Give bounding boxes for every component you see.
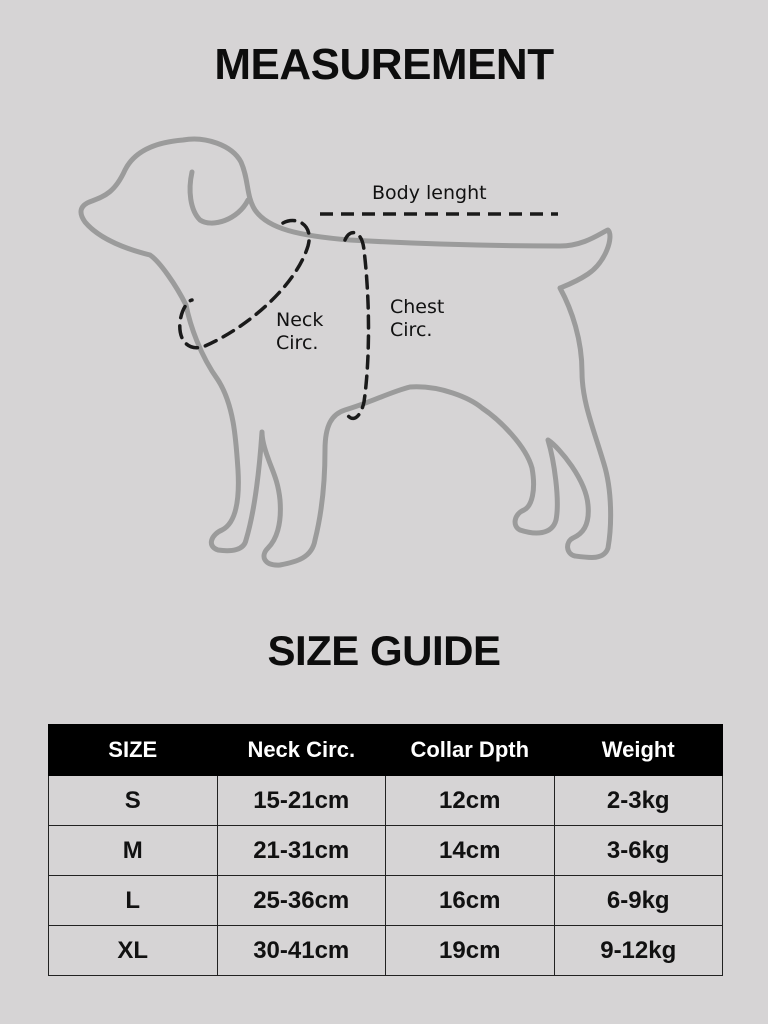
table-row: [49, 926, 723, 976]
chest-circumference-dashed-loop: [345, 233, 369, 419]
chest-label-line2: Circ.: [390, 319, 433, 341]
cell-collar-depth: 14cm: [386, 826, 555, 876]
cell-weight: 2-3kg: [554, 776, 723, 826]
cell-collar-depth: 16cm: [386, 876, 555, 926]
cell-size: M: [49, 826, 218, 876]
chest-label-line1: Chest: [390, 296, 445, 318]
table-row: [49, 776, 723, 826]
cell-size: S: [49, 776, 218, 826]
cell-weight: 9-12kg: [554, 926, 723, 976]
cell-collar-depth: 19cm: [386, 926, 555, 976]
measurement-title: MEASUREMENT: [214, 40, 554, 89]
dog-outline: [81, 139, 611, 565]
cell-neck-circ: 15-21cm: [217, 776, 386, 826]
cell-weight: 3-6kg: [554, 826, 723, 876]
header-weight: Weight: [554, 725, 723, 776]
dog-measurement-diagram: [0, 110, 768, 600]
cell-neck-circ: 30-41cm: [217, 926, 386, 976]
cell-size: XL: [49, 926, 218, 976]
table-header-row: [49, 725, 723, 776]
neck-label-line1: Neck: [276, 309, 324, 331]
cell-neck-circ: 21-31cm: [217, 826, 386, 876]
cell-collar-depth: 12cm: [386, 776, 555, 826]
header-size: SIZE: [49, 725, 218, 776]
cell-weight: 6-9kg: [554, 876, 723, 926]
table-row: [49, 826, 723, 876]
size-guide-table: [48, 724, 723, 976]
dog-ear: [190, 172, 248, 223]
body-length-label: Body lenght: [372, 182, 487, 204]
cell-neck-circ: 25-36cm: [217, 876, 386, 926]
size-guide-title: SIZE GUIDE: [267, 627, 501, 674]
neck-label-line2: Circ.: [276, 332, 319, 354]
cell-size: L: [49, 876, 218, 926]
header-collar-depth: Collar Dpth: [386, 725, 555, 776]
header-neck-circ: Neck Circ.: [217, 725, 386, 776]
table-row: [49, 876, 723, 926]
